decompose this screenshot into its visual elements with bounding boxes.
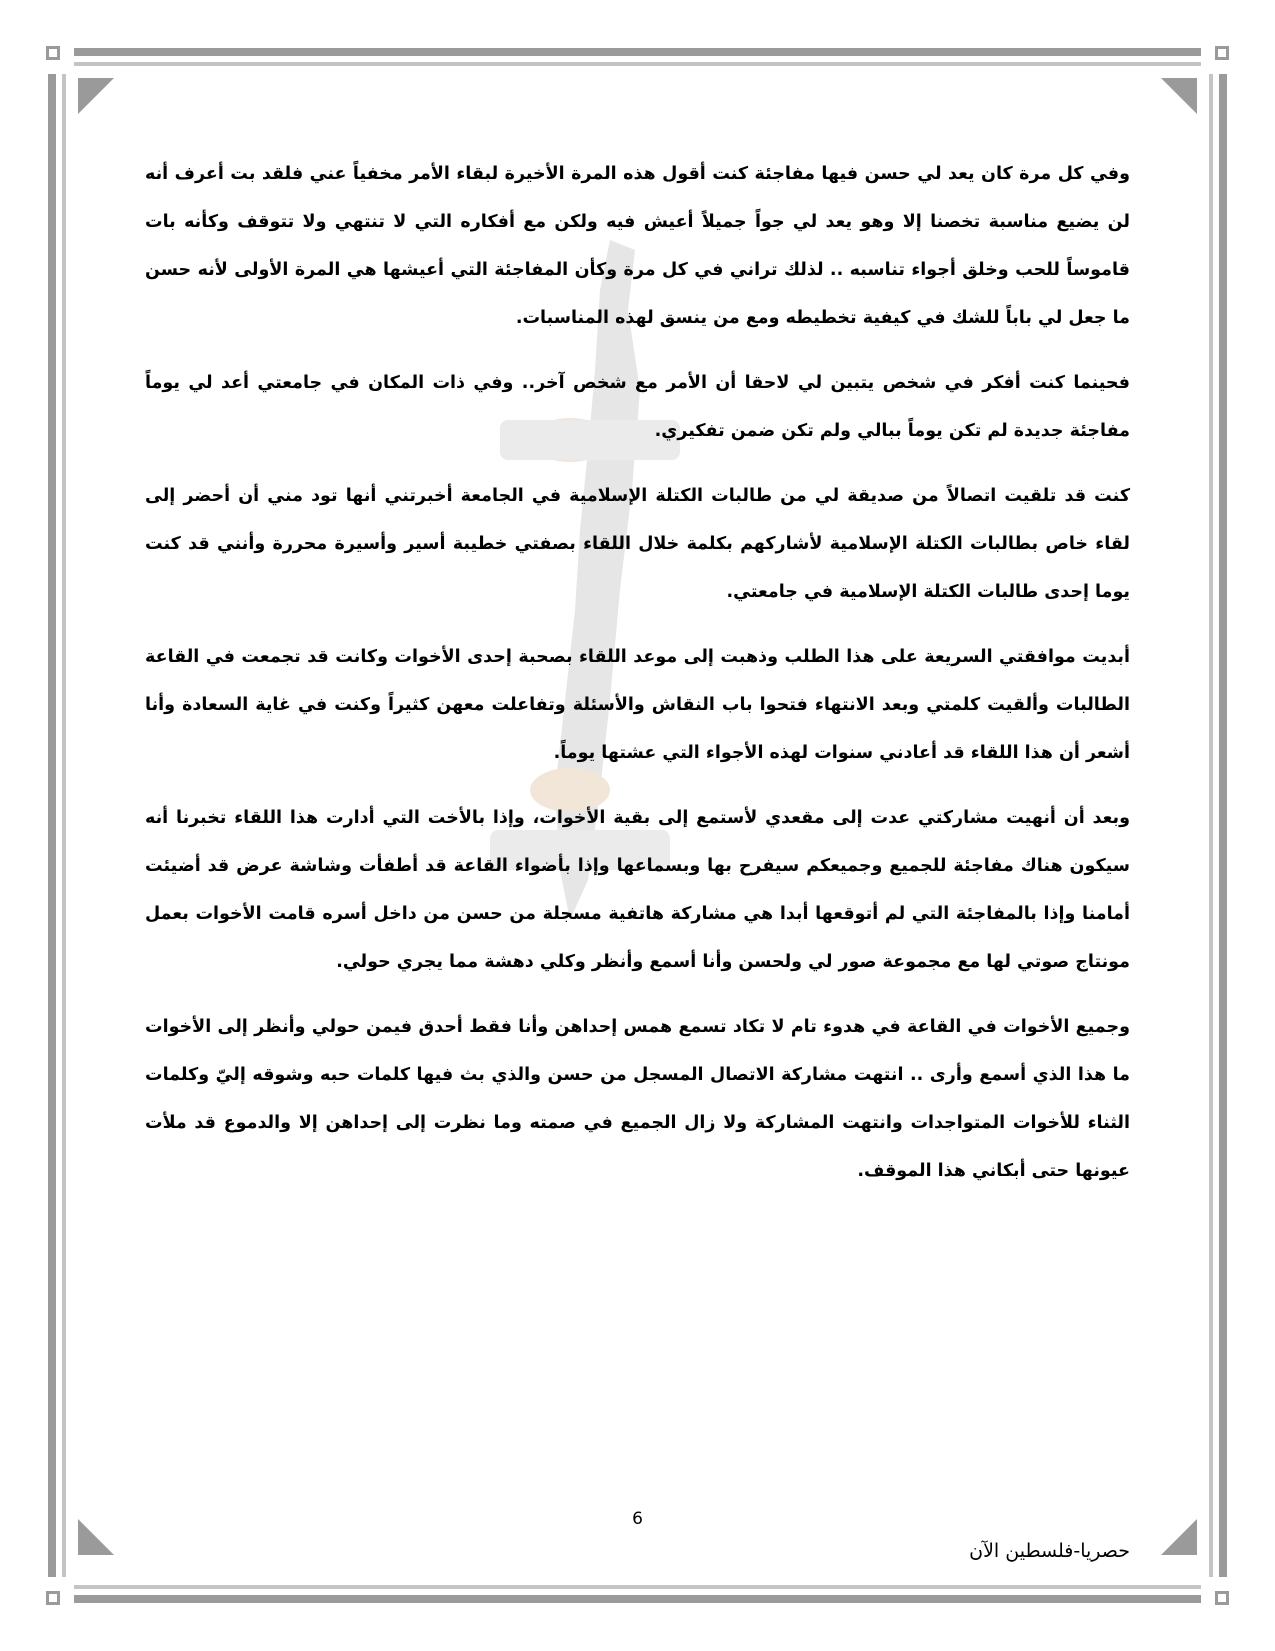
corner-triangle-top-right <box>1161 78 1197 114</box>
paragraph: أبديت موافقتي السريعة على هذا الطلب وذهبت إلى موعد اللقاء بصحبة إحدى الأخوات وكانت قد تجمعت في القاعة الطالبات وألقيت كلمتي وبعد الانتهاء فتحوا باب النقاش والأسئلة وتفاعلت معهن كثيراً وكنت في غاية السعادة وأنا أشعر أن هذا اللقاء قد أعادني سنوات لهذه الأجواء التي عشتها يوماً. <box>145 647 1130 763</box>
corner-triangle-top-left <box>78 78 114 114</box>
paragraph: وبعد أن أنهيت مشاركتي عدت إلى مقعدي لأستمع إلى بقية الأخوات، وإذا بالأخت التي أدارت هذا اللقاء تخبرنا أنه سيكون هناك مفاجئة للجميع وجميعكم سيفرح بها وبسماعها وإذا بأضواء القاعة قد أطفأت وشاشة عرض قد أضيئت أمامنا وإذا بالمفاجئة التي لم أتوقعها أبدا هي مشاركة هاتفية مسجلة من حسن من داخل أسره قامت الأخوات بعمل مونتاج صوتي لها مع مجموعة صور لي ولحسن وأنا أسمع وأنظر وكلي دهشة مما يجري حولي. <box>145 808 1130 972</box>
page-number: 6 <box>632 1509 643 1529</box>
frame-bottom-bar-inner <box>74 1585 1201 1589</box>
frame-right-bar-inner <box>1209 74 1213 1577</box>
frame-top-bar <box>74 48 1201 56</box>
frame-corner-bottom-left <box>46 1591 60 1605</box>
frame-left-bar <box>48 74 56 1577</box>
frame-bottom-bar <box>74 1595 1201 1603</box>
paragraph: فحينما كنت أفكر في شخص يتبين لي لاحقا أن الأمر مع شخص آخر.. وفي ذات المكان في جامعتي أعد لي يوماً مفاجئة جديدة لم تكن يوماً ببالي ولم تكن ضمن تفكيري. <box>145 373 1130 441</box>
document-body <box>145 150 1130 1212</box>
frame-left-bar-inner <box>62 74 66 1577</box>
frame-corner-top-left <box>46 46 60 60</box>
paragraph: وفي كل مرة كان يعد لي حسن فيها مفاجئة كنت أقول هذه المرة الأخيرة لبقاء الأمر مخفياً عني فلقد بت أعرف أنه لن يضيع مناسبة تخصنا إلا وهو يعد لي جواً جميلاً أعيش فيه ولكن مع أفكاره التي لا تنتهي ولا تتوقف وكأنه بات قاموساً للحب وخلق أجواء تناسبه .. لذلك تراني في كل مرة وكأن المفاجئة التي أعيشها هي المرة الأولى لأنه حسن ما جعل لي باباً للشك في كيفية تخطيطه ومع من ينسق لهذه المناسبات. <box>145 164 1130 328</box>
paragraph: كنت قد تلقيت اتصالاً من صديقة لي من طالبات الكتلة الإسلامية في الجامعة أخبرتني أنها تود مني أن أحضر إلى لقاء خاص بطالبات الكتلة الإسلامية لأشاركهم بكلمة خلال اللقاء بصفتي خطيبة أسير وأسيرة محررة وأنني قد كنت يوما إحدى طالبات الكتلة الإسلامية في جامعتي. <box>145 486 1130 602</box>
frame-corner-top-right <box>1215 46 1229 60</box>
frame-right-bar <box>1219 74 1227 1577</box>
frame-corner-bottom-right <box>1215 1591 1229 1605</box>
frame-top-bar-inner <box>74 62 1201 66</box>
footer-source: حصريا-فلسطين الآن <box>969 1540 1130 1562</box>
paragraph: وجميع الأخوات في القاعة في هدوء تام لا تكاد تسمع همس إحداهن وأنا فقط أحدق فيمن حولي وأنظر إلى الأخوات ما هذا الذي أسمع وأرى .. انتهت مشاركة الاتصال المسجل من حسن والذي بث فيها كلمات حبه وشوقه إليّ وكلمات الثناء للأخوات المتواجدات وانتهت المشاركة ولا زال الجميع في صمته وما نظرت إلى إحداهن إلا والدموع قد ملأت عيونها حتى أبكاني هذا الموقف. <box>145 1017 1130 1181</box>
